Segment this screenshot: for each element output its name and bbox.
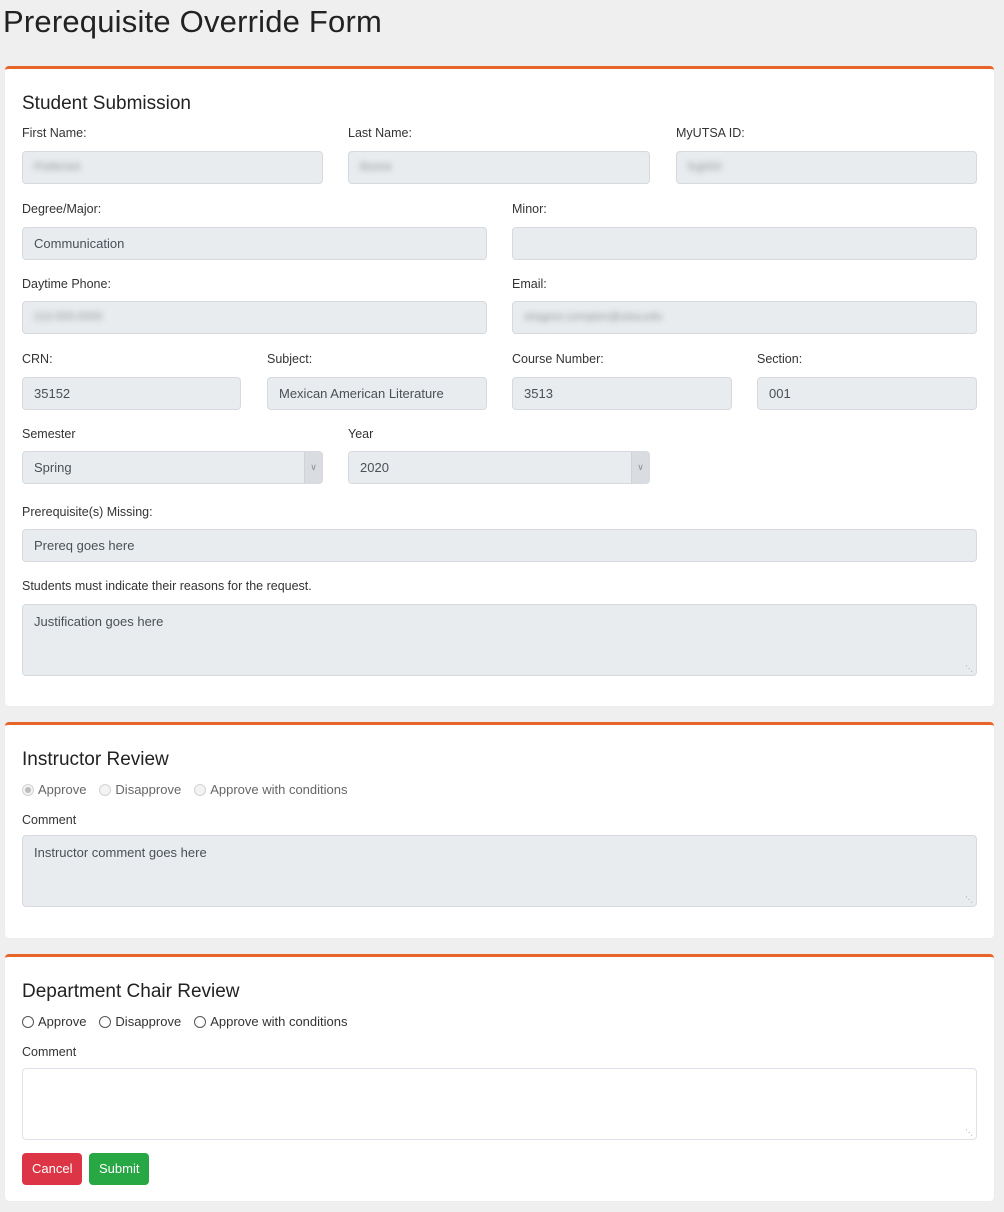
student-submission-title: Student Submission — [22, 93, 191, 114]
minor-field[interactable] — [512, 227, 977, 260]
crn-field[interactable]: 35152 — [22, 377, 241, 410]
page-title: Prerequisite Override Form — [3, 4, 383, 39]
degree-major-field[interactable]: Communication — [22, 227, 487, 260]
first-name-field[interactable]: Preferred — [22, 151, 323, 184]
subject-field[interactable]: Mexican American Literature — [267, 377, 487, 410]
cancel-button[interactable]: Cancel — [22, 1153, 82, 1185]
degree-major-label: Degree/Major: — [22, 202, 102, 216]
myutsa-id-field[interactable]: fug000 — [676, 151, 977, 184]
radio-icon[interactable] — [22, 1016, 34, 1028]
myutsa-id-label: MyUTSA ID: — [676, 126, 745, 140]
daytime-phone-field[interactable]: 210-555-5555 — [22, 301, 487, 334]
minor-label: Minor: — [512, 202, 547, 216]
radio-icon[interactable] — [99, 784, 111, 796]
instructor-comment-text: Instructor comment goes here — [34, 845, 207, 860]
instructor-review-title: Instructor Review — [22, 749, 169, 770]
chair-comment-textarea[interactable] — [22, 1068, 977, 1140]
chair-approve-option[interactable]: Approve — [22, 1014, 86, 1029]
instructor-decision-radios — [22, 782, 361, 797]
instructor-review-card — [5, 722, 994, 938]
year-label: Year — [348, 427, 374, 441]
course-number-label: Course Number: — [512, 352, 604, 366]
first-name-label: First Name: — [22, 126, 87, 140]
resize-grip-icon[interactable]: ⋱ — [965, 895, 973, 904]
justification-textarea[interactable] — [22, 604, 977, 676]
prereq-missing-label: Prerequisite(s) Missing: — [22, 505, 153, 519]
year-value: 2020 — [360, 460, 389, 475]
resize-grip-icon[interactable]: ⋱ — [965, 664, 973, 673]
instructor-disapprove-option[interactable]: Disapprove — [99, 782, 181, 797]
section-label: Section: — [757, 352, 803, 366]
student-submission-card — [5, 66, 994, 706]
chair-review-title: Department Chair Review — [22, 981, 240, 1002]
year-select[interactable] — [348, 451, 650, 484]
course-number-field[interactable]: 3513 — [512, 377, 732, 410]
chair-approve-conditions-option[interactable]: Approve with conditions — [194, 1014, 347, 1029]
instructor-approve-conditions-option[interactable]: Approve with conditions — [194, 782, 347, 797]
crn-label: CRN: — [22, 352, 53, 366]
radio-icon[interactable] — [194, 784, 206, 796]
radio-icon[interactable] — [99, 1016, 111, 1028]
semester-select[interactable] — [22, 451, 323, 484]
instructor-comment-textarea[interactable] — [22, 835, 977, 907]
daytime-phone-label: Daytime Phone: — [22, 277, 111, 291]
chair-disapprove-option[interactable]: Disapprove — [99, 1014, 181, 1029]
email-field[interactable]: shagron.compton@utsa.edu — [512, 301, 977, 334]
subject-label: Subject: — [267, 352, 313, 366]
chair-comment-label: Comment — [22, 1045, 77, 1059]
email-label: Email: — [512, 277, 547, 291]
semester-label: Semester — [22, 427, 76, 441]
justification-label: Students must indicate their reasons for the request. — [22, 579, 312, 593]
submit-button[interactable]: Submit — [89, 1153, 149, 1185]
prereq-missing-field[interactable]: Prereq goes here — [22, 529, 977, 562]
chevron-down-icon: ∨ — [304, 452, 322, 483]
chair-review-card — [5, 954, 994, 1201]
justification-text: Justification goes here — [34, 614, 164, 629]
semester-value: Spring — [34, 460, 72, 475]
radio-icon[interactable] — [194, 1016, 206, 1028]
instructor-comment-label: Comment — [22, 813, 77, 827]
chevron-down-icon: ∨ — [631, 452, 649, 483]
resize-grip-icon[interactable]: ⋱ — [965, 1128, 973, 1137]
radio-checked-icon[interactable] — [22, 784, 34, 796]
last-name-label: Last Name: — [348, 126, 412, 140]
chair-decision-radios — [22, 1014, 361, 1029]
instructor-approve-option[interactable]: Approve — [22, 782, 86, 797]
last-name-field[interactable]: Boone — [348, 151, 650, 184]
section-field[interactable]: 001 — [757, 377, 977, 410]
